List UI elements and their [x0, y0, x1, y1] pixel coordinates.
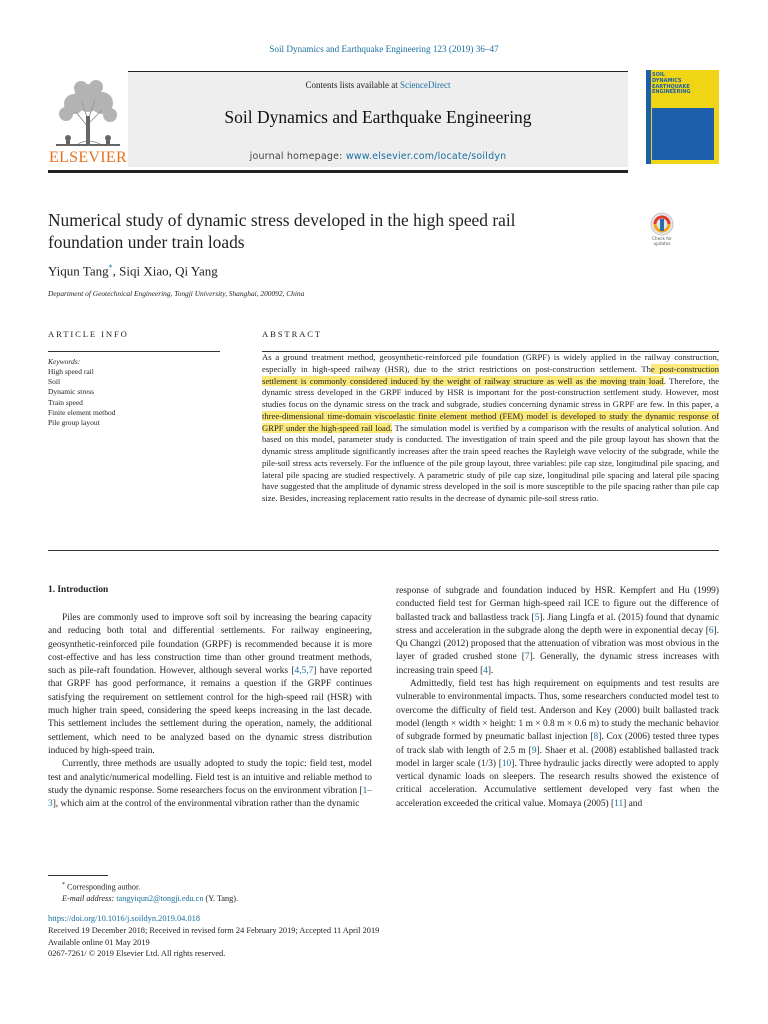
keyword: High speed rail [48, 367, 94, 376]
body-text: ] and [623, 798, 643, 809]
received-dates: Received 19 December 2018; Received in revised form 24 February 2019; Accepted 11 April 2019 [48, 925, 380, 935]
check-label-line: Check for [652, 236, 672, 241]
citation-link[interactable]: 7 [524, 652, 530, 663]
keywords-list [48, 367, 116, 428]
abstract-text-span: . Therefore, the dynamic stress developed in the GRPF induced by HSR is important for the post-construction settlement study. However, most studies focus on the dynamic stress on the track and subgrade, studies concerning dynamic stress in GRPF are few. In this paper, a [262, 375, 720, 409]
footnote-text: Corresponding author. [67, 882, 141, 892]
footnote-mark: * [62, 882, 65, 888]
footnote-rule [48, 875, 108, 876]
author-list [48, 263, 218, 279]
header-rule [48, 170, 628, 173]
body-text: response of subgrade and foundation induced by HSR. Kempfert and Hu (1999) conducted field test for German high-speed rail ICE to figure out the difference of ballasted track and ballastless track [ [396, 586, 719, 623]
keywords-label: Keywords: [48, 357, 81, 366]
cover-title [652, 73, 716, 96]
body-paragraph [48, 758, 372, 811]
check-label-line: updates [653, 241, 671, 246]
email-label: E-mail address: [62, 894, 117, 904]
abstract-text-span: The simulation model is verified by a comparison with the results of analytical solution. And based on this model, parameter study is conducted. The investigation of train speed and the pile group layout has shown that the dynamic stress amplitude significantly increases after the train speed reaches the Rayleigh wave velocity of the subgrade, while the pile-soil stress acts reversely. For the influence of the pile group layout, three variables: pile cap size, longitudinal pile spacing, and lateral pile spacing are studied respectively. A parametric study of pile cap size, longitudinal pile spacing and lateral pile spacing have suggested that the amplitude of dynamic stress developed in the soil is more susceptible to the pile spacing rather than pile cap size. Besides, increasing replacement ratio results in the decrease of dynamic pile-soil stress ratio. [262, 422, 719, 503]
highlighted-text[interactable]: three-dimensional time-domain viscoelastic finite element method (FEM) model is developed to study the dynamic response of GRPF under the high-speed rail load. [262, 410, 719, 433]
citation-link[interactable]: 1–3 [48, 785, 372, 810]
homepage-label: journal homepage: [249, 151, 346, 162]
journal-homepage-line [128, 151, 628, 162]
body-text: ] have reported that GRPF has good performance, it remains a question if the GRPF continues satisfying the requirement on settlement control for the high-speed rail (HSR) with much higher train speed, considering the speed keeps increasing in the last decade. This settlement includes the settlement during the operation, namely, the additional settlement, which need to be analyzed based on the dynamic stress distribution induced by high-speed train. [48, 666, 372, 756]
citation-link[interactable]: 9 [531, 745, 537, 756]
body-paragraph [396, 585, 719, 678]
cover-title-line: ENGINEERING [652, 89, 691, 96]
body-text: Piles are commonly used to improve soft soil by increasing the bearing capacity and reducing both total and differential settlements. For railway engineering, geosynthetic-reinforced pile foundation (GRPF) is recommended because it is more cost-effective and has less construction time than other ground treatment methods, such as pile-raft foundation. However, although several works [ [48, 613, 372, 677]
footnotes [48, 880, 238, 905]
email-note [48, 893, 238, 904]
email-suffix: (Y. Tang). [203, 894, 239, 904]
co-authors: , Siqi Xiao, Qi Yang [112, 263, 218, 279]
contents-available-line [128, 80, 628, 90]
doi-link[interactable]: https://doi.org/10.1016/j.soildyn.2019.04.018 [48, 914, 201, 923]
homepage-link[interactable]: www.elsevier.com/locate/soildyn [345, 151, 507, 162]
abstract-text-span: As a ground treatment method, geosynthetic-reinforced pile foundation (GRPF) is widely applied in the railway construction, especially in high-speed railway (HSR), due to the strict restrictions on post-construction settlement. Th [262, 352, 719, 374]
article-title-line: Numerical study of dynamic stress developed in the high speed rail [48, 210, 516, 230]
journal-citation[interactable]: Soil Dynamics and Earthquake Engineering 123 (2019) 36–47 [269, 44, 499, 54]
keyword: Dynamic stress [48, 387, 95, 397]
citation-link[interactable]: 5 [534, 612, 540, 623]
check-for-updates-label [645, 236, 679, 246]
article-title-line: foundation under train loads [48, 232, 245, 252]
abstract-paragraph [262, 352, 719, 505]
body-paragraph [396, 678, 719, 811]
body-text: ]. Qu Changzi (2012) proposed that the attenuation of vibration was most obvious in the layer of graded crushed stone [ [396, 625, 719, 663]
abstract-heading: ABSTRACT [262, 329, 323, 339]
citation-link[interactable]: 10 [501, 758, 512, 769]
keyword: Pile group layout [48, 418, 100, 428]
body-text: Currently, three methods are usually adopted to study the topic: field test, model test and analytic/numerical modelling. Field test is an intuitive and reliable method to study the dynamic response. Some researchers focus on the environment vibration [ [48, 759, 372, 796]
body-text: ]. [487, 665, 494, 676]
cover-title-line: SOIL [652, 72, 665, 78]
section-heading-introduction: 1. Introduction [48, 585, 109, 595]
journal-title: Soil Dynamics and Earthquake Engineering [224, 107, 532, 127]
available-online: Available online 01 May 2019 [48, 937, 150, 947]
sciencedirect-link[interactable]: ScienceDirect [400, 80, 451, 90]
keyword: Train speed [48, 397, 83, 407]
cover-title-line: DYNAMICS [652, 77, 682, 84]
cover-side-strip [646, 70, 651, 164]
citation-link[interactable]: 8 [593, 732, 599, 743]
corresponding-author-mark[interactable]: * [108, 263, 113, 272]
body-text: ]. Three hydraulic jacks directly were adopted to apply vertical dynamic loads on sleepers. The research results showed the existence of critical acceleration. Accumulative settlement developed very fast when the acceleration exceeded the critical value. Momaya (2005) [ [396, 758, 719, 809]
author-name[interactable]: Yiqun Tang [48, 263, 109, 279]
citation-link[interactable]: 11 [614, 798, 624, 809]
affiliation: Department of Geotechnical Engineering, Tongji University, Shanghai, 200092, China [48, 289, 305, 298]
keyword: Finite element method [48, 407, 116, 417]
contents-prefix: Contents lists available at [305, 80, 400, 90]
article-title [48, 209, 608, 253]
body-text: ]. Generally, the dynamic stress increases with increasing train speed [ [396, 652, 720, 676]
body-text: ]. Jiang Lingfa et al. (2015) found that dynamic stress and acceleration in the subgrade along the depth were in exponential decay [ [396, 612, 719, 636]
email-link[interactable]: tangyiqun2@tongji.edu.cn [116, 894, 204, 904]
publication-info [48, 913, 379, 960]
citation-link[interactable]: 4,5,7 [294, 666, 314, 677]
cover-title-line: EARTHQUAKE [652, 83, 690, 90]
body-text: ], which aim at the control of the environmental vibration rather than the dynamic [52, 799, 360, 810]
cover-image-box [652, 108, 714, 160]
elsevier-wordmark: ELSEVIER [49, 149, 127, 166]
citation-link[interactable]: 4 [483, 665, 488, 676]
body-text: Admittedly, field test has high requirement on equipments and test results are vulnerable to environmental impacts. Thus, some researchers conducted model test to overcome the difficulty of field test. Anderson and Key (2000) built ballasted track model (length × width × height: 1 m × 0.8 m × 0.6 m) to study the mechanic behavior of subgrade formed by pneumatic ballast injection [ [396, 679, 719, 743]
article-info-heading: ARTICLE INFO [48, 329, 129, 339]
article-info-rule [48, 351, 220, 352]
body-column-left [48, 612, 372, 811]
highlighted-text[interactable]: e post-construction settlement is commonly considered induced by the weight of railway structure as well as the moving train load [262, 363, 719, 386]
body-text: ]. Cox (2006) tested three types of track slab with length of 2.5 m [ [396, 732, 719, 756]
abstract-body [262, 352, 719, 505]
copyright-notice: 0267-7261/ © 2019 Elsevier Ltd. All rights reserved. [48, 949, 226, 959]
body-text: ]. Shaer et al. (2008) established ballasted track model in larger scale (1/3) [ [396, 745, 719, 769]
corresponding-author-note [48, 880, 238, 893]
citation-link[interactable]: 6 [708, 625, 714, 636]
body-column-right [396, 585, 719, 811]
body-paragraph [48, 612, 372, 758]
abstract-bottom-rule [48, 550, 719, 551]
keyword: Soil [48, 377, 61, 387]
